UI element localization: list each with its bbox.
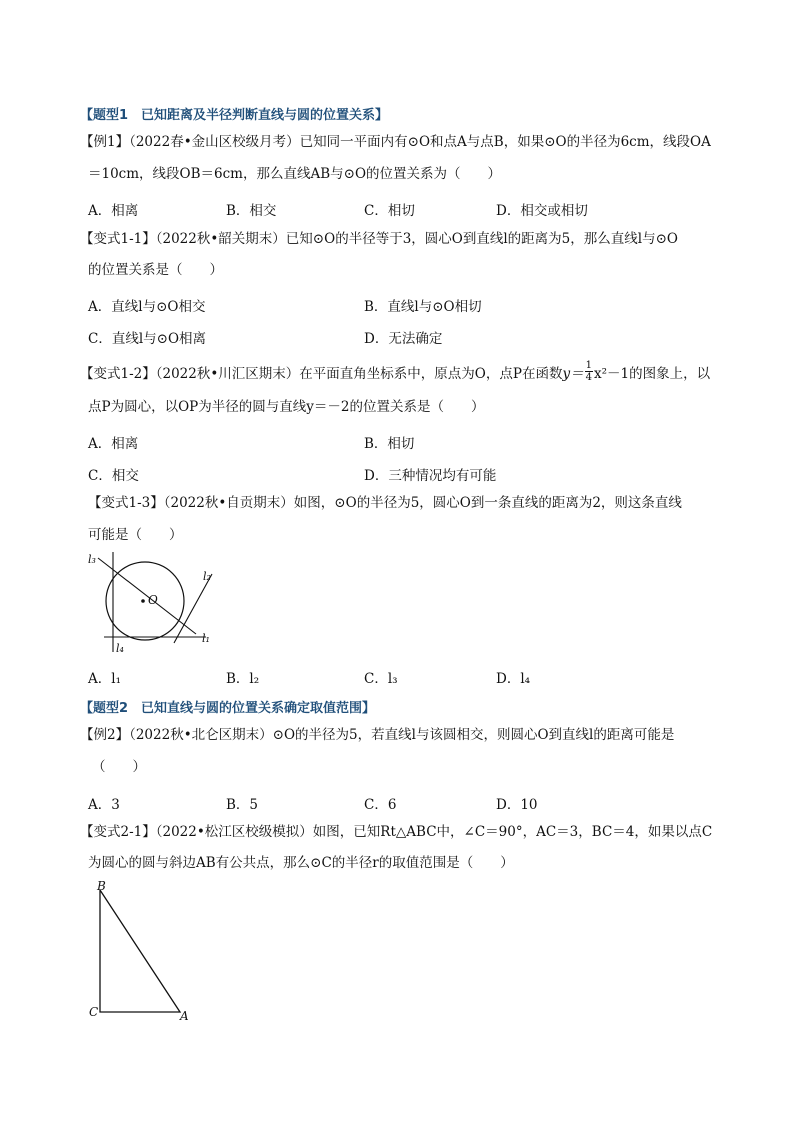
example-1-option-a: A．相离 xyxy=(88,203,139,219)
figure-label-l1: l₁ xyxy=(202,632,210,645)
figure-label-o: O xyxy=(148,593,158,607)
variant-1-1-line-2: 的位置关系是（ ） xyxy=(88,262,223,278)
example-2-option-c: C．6 xyxy=(364,797,397,813)
variant-1-2-option-a: A．相离 xyxy=(88,436,139,452)
triangle-label-b: B xyxy=(97,879,106,893)
variant-1-1-option-a: A．直线l与⊙O相交 xyxy=(88,299,206,315)
figure-center-point xyxy=(141,599,145,603)
example-1-option-b: B．相交 xyxy=(226,203,277,219)
example-2-line-1: 【例2】（2022秋•北仑区期末）⊙O的半径为5，若直线l与该圆相交，则圆心O到直线l的距离可能是 xyxy=(80,727,675,743)
variant-1-2-fraction xyxy=(585,360,593,383)
variant-1-2-option-c: C．相交 xyxy=(88,468,139,484)
example-2-option-b: B．5 xyxy=(226,797,259,813)
fraction-numerator: 1 xyxy=(585,360,592,371)
variant-1-2-formula-y: y＝ xyxy=(562,366,584,382)
variant-1-2-text-a: 【变式1-2】（2022秋•川汇区期末）在平面直角坐标系中，原点为O，点P在函数 xyxy=(80,366,563,382)
triangle-label-c: C xyxy=(89,1005,99,1019)
example-1-option-d: D．相交或相切 xyxy=(496,203,588,219)
variant-1-1-line-1: 【变式1-1】（2022秋•韶关期末）已知⊙O的半径等于3，圆心O到直线l的距离为5，那么直线l与⊙O xyxy=(80,231,678,247)
variant-1-3-line-2: 可能是（ ） xyxy=(88,527,183,543)
variant-1-3-line-1: 【变式1-3】（2022秋•自贡期末）如图，⊙O的半径为5，圆心O到一条直线的距离为2，则这条直线 xyxy=(88,495,682,511)
variant-1-2-formula-expr: x²－1 xyxy=(593,366,630,382)
example-1-option-c: C．相切 xyxy=(364,203,415,219)
variant-1-3-option-c: C．l₃ xyxy=(364,671,398,687)
variant-1-2-line-2: 点P为圆心，以OP为半径的圆与直线y＝－2的位置关系是（ ） xyxy=(88,399,485,415)
variant-1-3-option-d: D．l₄ xyxy=(496,671,531,687)
example-2-line-2: （ ） xyxy=(92,759,146,775)
figure-label-l4: l₄ xyxy=(116,642,124,655)
right-triangle-figure xyxy=(90,880,200,1020)
example-1-line-1: 【例1】（2022春•金山区校级月考）已知同一平面内有⊙O和点A与点B，如果⊙O的半径为6cm，线段OA xyxy=(80,134,711,150)
variant-1-1-option-c: C．直线l与⊙O相离 xyxy=(88,331,207,347)
example-2-option-d: D．10 xyxy=(496,797,538,813)
variant-1-2-text-b: 的图象上，以 xyxy=(629,366,711,382)
variant-1-3-option-a: A．l₁ xyxy=(88,671,121,687)
variant-1-2-option-b: B．相切 xyxy=(364,436,415,452)
figure-label-l3: l₃ xyxy=(88,553,96,566)
section-heading-2: 【题型2 已知直线与圆的位置关系确定取值范围】 xyxy=(80,701,376,716)
variant-2-1-line-2: 为圆心的圆与斜边AB有公共点，那么⊙C的半径r的取值范围是（ ） xyxy=(88,855,514,871)
triangle-outline xyxy=(100,890,180,1012)
fraction-denominator: 4 xyxy=(585,372,592,383)
variant-1-2-line-1 xyxy=(80,360,711,386)
variant-1-3-option-b: B．l₂ xyxy=(226,671,260,687)
figure-label-l2: l₂ xyxy=(203,570,211,583)
variant-2-1-line-1: 【变式2-1】（2022•松江区校级模拟）如图，已知Rt△ABC中，∠C＝90°，AC＝3，BC＝4，如果以点C xyxy=(80,824,713,840)
variant-1-2-option-d: D．三种情况均有可能 xyxy=(364,468,497,484)
variant-1-1-option-d: D．无法确定 xyxy=(364,331,443,347)
section-heading-1: 【题型1 已知距离及半径判断直线与圆的位置关系】 xyxy=(80,108,389,123)
triangle-label-a: A xyxy=(180,1009,189,1023)
example-2-option-a: A．3 xyxy=(88,797,120,813)
variant-1-1-option-b: B．直线l与⊙O相切 xyxy=(364,299,482,315)
example-1-line-2: ＝10cm，线段OB＝6cm，那么直线AB与⊙O的位置关系为（ ） xyxy=(88,166,502,182)
